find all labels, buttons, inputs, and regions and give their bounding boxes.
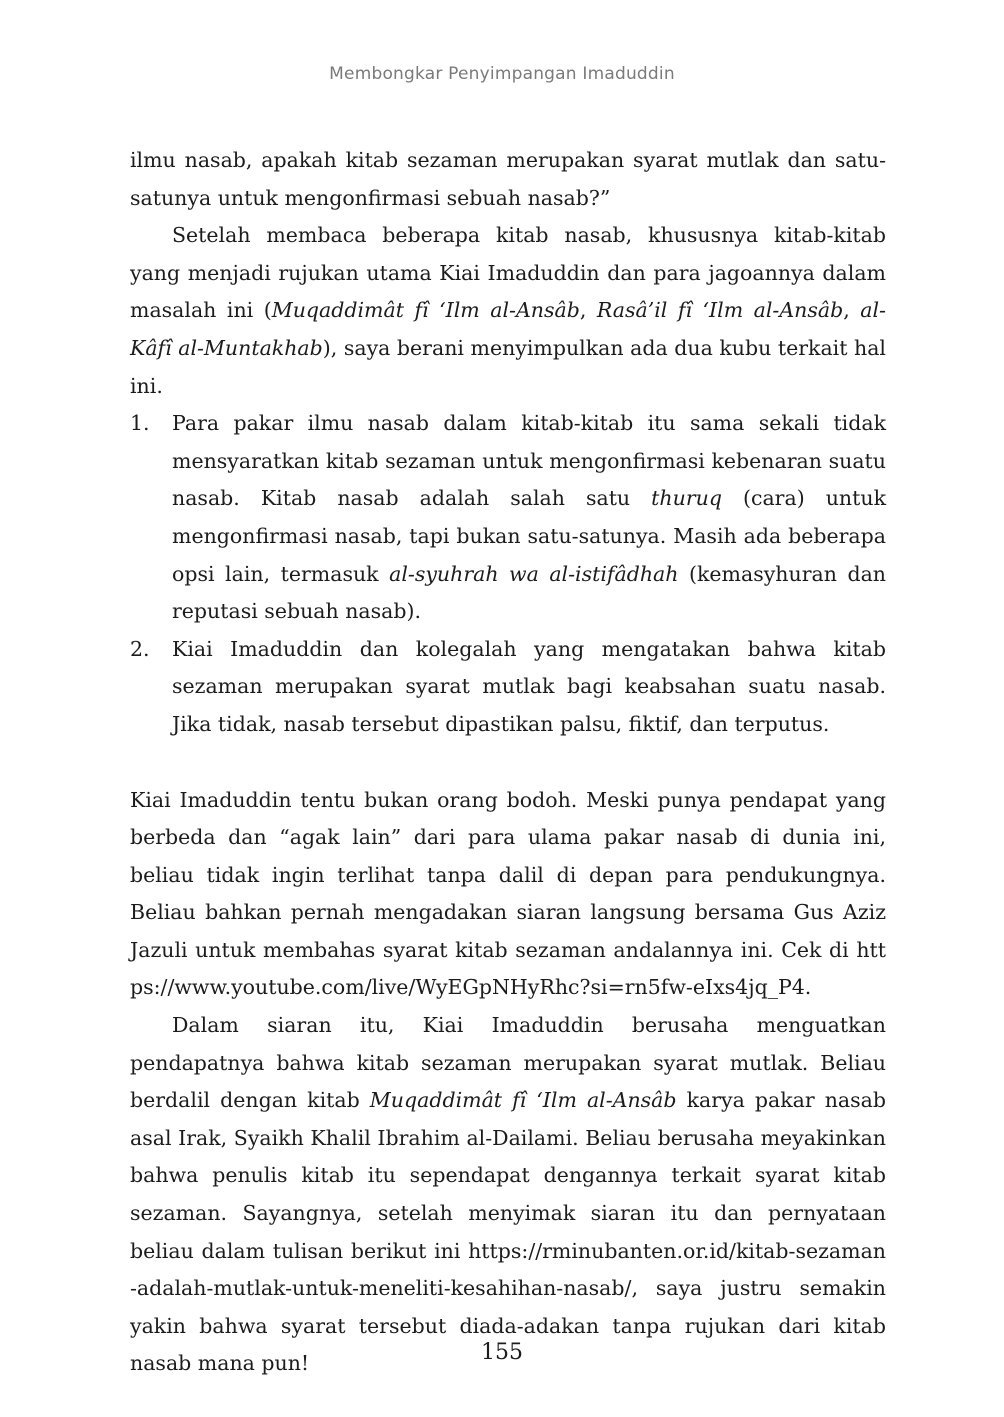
book-title: al-Kâfî al-Muntakhab	[130, 298, 886, 360]
list-item: 2. Kiai Imaduddin dan kolegalah yang mengatakan bahwa kitab sezaman merupakan syarat mutlak bagi keabsahan suatu nasab. Jika tidak, nasab tersebut dipastikan palsu, fiktif, dan terputus.	[130, 631, 886, 744]
paragraph-continuation: ilmu nasab, apakah kitab sezaman merupakan syarat mutlak dan satu-satunya untuk mengonfirmasi sebuah nasab?”	[130, 148, 886, 210]
running-header: Membongkar Penyimpangan Imaduddin	[329, 64, 675, 84]
list-number: 2.	[130, 636, 150, 661]
list-item: 1. Para pakar ilmu nasab dalam kitab-kitab itu sama sekali tidak mensyaratkan kitab sezaman untuk mengonfirmasi kebenaran suatu nasab. Kitab nasab adalah salah satu thuruq (cara) untuk mengonfirmasi nasab, tapi bukan satu-satunya. Masih ada beberapa opsi lain, termasuk al-syuhrah wa al-istifâdhah (kemasyhuran dan reputasi sebuah nasab).	[130, 405, 886, 631]
book-title: Muqaddimât fî ‘Ilm al-Ansâb	[369, 1088, 677, 1113]
page-number: 155	[481, 1340, 523, 1365]
book-title: Muqaddimât fî ‘Ilm al-Ansâb	[271, 298, 580, 323]
italic-term: thuruq	[651, 486, 722, 511]
italic-term: al-syuhrah wa al-istifâdhah	[389, 561, 679, 586]
paragraph-analysis: Dalam siaran itu, Kiai Imaduddin berusaha menguatkan pendapatnya bahwa kitab sezaman merupakan syarat mutlak. Beliau berdalil dengan kitab Muqaddimât fî ‘Ilm al-Ansâb karya pakar nasab asal Irak, Syaikh Khalil Ibrahim al-Dailami. Beliau berusaha meyakinkan bahwa penulis kitab itu sependapat dengannya terkait syarat kitab sezaman. Sayangnya, setelah menyimak siaran itu dan pernyataan beliau dalam tulisan berikut ini https://rminubanten.or.id/kitab-sezaman-adalah-mutlak-untuk-meneliti-kesahihan-nasab/, saya justru semakin yakin bahwa syarat tersebut diada-adakan tanpa rujukan dari kitab nasab mana pun!	[130, 1013, 887, 1376]
section-gap	[130, 744, 886, 782]
paragraph-live-stream: Kiai Imaduddin tentu bukan orang bodoh. Meski punya pendapat yang berbeda dan “agak lain” dari para ulama pakar nasab di dunia ini, beliau tidak ingin terlihat tanpa dalil di depan para pendukungnya. Beliau bahkan pernah mengadakan siaran langsung bersama Gus Aziz Jazuli untuk membahas syarat kitab sezaman andalannya ini. Cek di https://www.youtube.com/live/WyEGpNHyRhc?si=rn5fw-eIxs4jq_P4.	[130, 787, 886, 1000]
numbered-list	[130, 405, 886, 743]
paragraph-conclusion: Setelah membaca beberapa kitab nasab, khususnya kitab-kitab yang menjadi rujukan utama Kiai Imaduddin dan para jagoannya dalam masalah ini (Muqaddimât fî ‘Ilm al-Ansâb, Rasâ’il fî ‘Ilm al-Ansâb, al-Kâfî al-Muntakhab), saya berani menyimpulkan ada dua kubu terkait hal ini.	[130, 223, 886, 398]
list-number: 1.	[130, 411, 150, 436]
article-link[interactable]: https://rminubanten.or.id/kitab-sezaman-adalah-mutlak-untuk-meneliti-kesahihan-nasab/	[130, 1238, 886, 1301]
book-title: Rasâ’il fî ‘Ilm al-Ansâb	[596, 298, 844, 323]
page-body	[130, 142, 886, 1383]
youtube-link[interactable]: https://www.youtube.com/live/WyEGpNHyRhc?si=rn5fw-eIxs4jq_P4	[130, 937, 886, 1000]
